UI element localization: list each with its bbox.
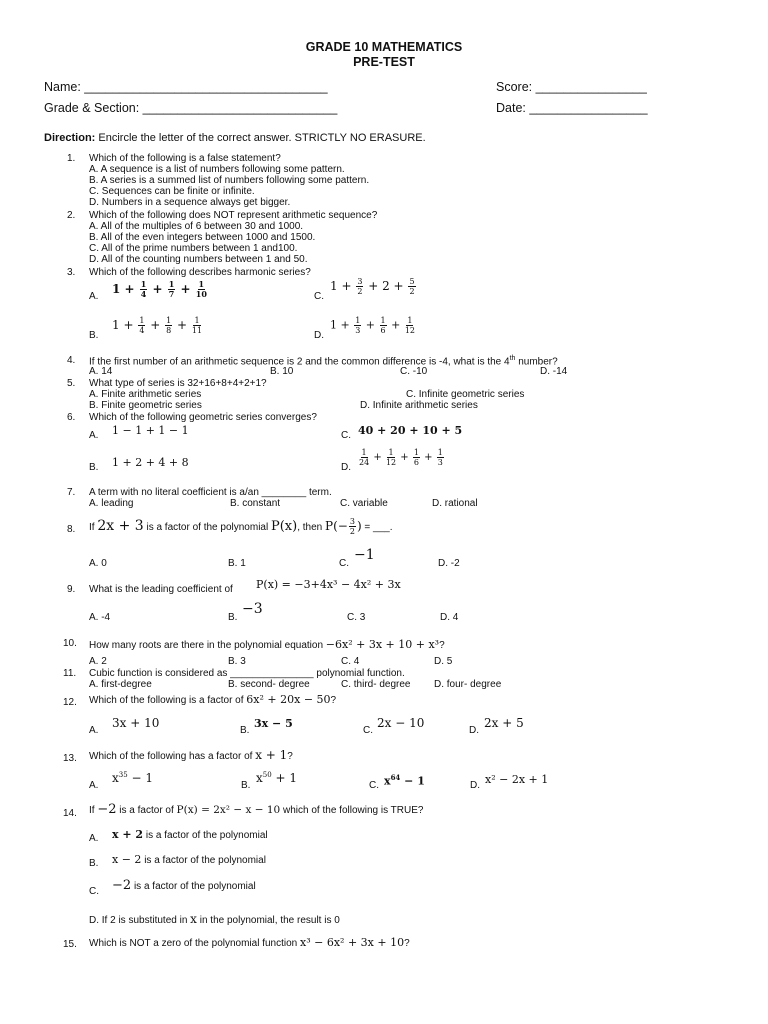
q14-a-expr: x + 2	[112, 828, 144, 841]
q13-number: 13.	[63, 753, 77, 764]
direction-text: Encircle the letter of the correct answer. STRICTLY NO ERASURE.	[95, 132, 426, 144]
q9-stem: What is the leading coefficient of	[89, 584, 233, 595]
q14-c-expr: −2	[112, 878, 132, 893]
q14-expr2: P(x) = 2x² − x − 10	[176, 804, 281, 816]
q6-option-b[interactable]: B.	[89, 462, 99, 473]
q9-option-b[interactable]: B.	[228, 612, 238, 623]
q14-d-text-b: in the polynomial, the result is 0	[196, 915, 340, 926]
q14-b-text: is a factor of the polynomial	[141, 855, 266, 866]
q9-option-a[interactable]: A. -4	[89, 612, 111, 623]
subtitle: PRE-TEST	[353, 55, 415, 69]
q13-option-c-expr	[384, 773, 425, 788]
q9-option-b-expr: −3	[242, 601, 263, 617]
q4-stem-end: number?	[515, 356, 558, 368]
q5-option-b[interactable]: B. Finite geometric series	[89, 400, 202, 411]
q10-number: 10.	[63, 638, 77, 649]
q11-option-d[interactable]: D. four- degree	[434, 679, 502, 690]
q13-stem-text: Which of the following has a factor of	[89, 751, 256, 762]
q13-stem	[89, 745, 293, 767]
q12-option-b[interactable]: B.	[240, 725, 250, 736]
q6-option-a-expr: 1 − 1 + 1 − 1	[112, 424, 189, 437]
q14-c-text: is a factor of the polynomial	[131, 881, 256, 892]
q1-option-d[interactable]: D. Numbers in a sequence always get bigger.	[89, 197, 291, 208]
q14-d-expr: x	[190, 912, 197, 926]
q13-option-a-expr	[112, 771, 153, 785]
q6-stem: Which of the following geometric series converges?	[89, 412, 317, 423]
q14-option-b[interactable]: B.	[89, 858, 99, 869]
q12-expr: 6x² + 20x − 50	[246, 693, 331, 706]
q8-stem-c: , then	[297, 522, 326, 533]
q15-number: 15.	[63, 939, 77, 950]
q1-stem: Which of the following is a false statement?	[89, 153, 281, 164]
q8-option-c[interactable]: C.	[339, 558, 349, 569]
q3-option-d-expr: 1 + $\frac{1}{3}$ + $\frac{1}{6}$ + $\frac{1}{12}$	[330, 316, 416, 335]
q11-option-b[interactable]: B. second- degree	[228, 679, 310, 690]
title: GRADE 10 MATHEMATICS	[305, 40, 463, 54]
q11-option-c[interactable]: C. third- degree	[341, 679, 411, 690]
q9-number: 9.	[67, 584, 76, 595]
q13-option-b-expr	[256, 771, 297, 785]
q13-c-base: x	[384, 774, 391, 788]
q15-expr: x³ − 6x² + 3x + 10	[300, 936, 405, 949]
q2-option-a[interactable]: A. All of the multiples of 6 between 30 and 1000.	[89, 221, 304, 232]
q12-option-d-expr: 2x + 5	[484, 716, 524, 730]
q7-option-b[interactable]: B. constant	[230, 498, 281, 509]
q4-stem-sup: th	[509, 355, 516, 362]
q2-option-b[interactable]: B. All of the even integers between 1000 and 1500.	[89, 232, 316, 243]
q13-a-sup: 35	[118, 771, 128, 779]
q12-option-a-expr: 3x + 10	[112, 716, 160, 730]
q6-option-a[interactable]: A.	[89, 430, 99, 441]
q4-stem	[89, 355, 558, 367]
q8-option-c-expr: −1	[354, 547, 375, 563]
q6-number: 6.	[67, 412, 76, 423]
q12-option-d[interactable]: D.	[469, 725, 479, 736]
q9-option-d[interactable]: D. 4	[440, 612, 459, 623]
q12-option-a[interactable]: A.	[89, 725, 99, 736]
q4-number: 4.	[67, 355, 76, 366]
q4-stem-text: If the first number of an arithmetic sequence is 2 and the common difference is -4, what is the 4	[89, 356, 510, 368]
q3-option-c-expr: 1 + $\frac{3}{2}$ + 2 + $\frac{5}{2}$	[330, 277, 415, 296]
score-field[interactable]: Score: ________________	[496, 80, 647, 94]
q2-stem: Which of the following does NOT represent arithmetic sequence?	[89, 210, 378, 221]
q10-expr: −6x² + 3x + 10 + x³	[325, 638, 440, 651]
q7-option-d[interactable]: D. rational	[432, 498, 478, 509]
q14-expr1: −2	[97, 802, 117, 817]
q14-option-c-line	[112, 876, 256, 897]
q9-option-c[interactable]: C. 3	[347, 612, 366, 623]
q13-a-tail: − 1	[127, 771, 154, 785]
q1-option-c[interactable]: C. Sequences can be finite or infinite.	[89, 186, 255, 197]
q4-option-d[interactable]: D. -14	[540, 366, 568, 377]
q8-stem	[89, 513, 392, 541]
q3-option-b-expr: 1 + $\frac{1}{4}$ + $\frac{1}{8}$ + $\frac{1}{11}$	[112, 316, 203, 335]
q6-option-b-expr: 1 + 2 + 4 + 8	[112, 456, 189, 469]
q14-option-b-line	[112, 851, 266, 870]
q14-option-d[interactable]	[89, 910, 340, 930]
q14-a-text: is a factor of the polynomial	[143, 830, 268, 841]
q6-option-c-expr: 40 + 20 + 10 + 5	[358, 424, 463, 437]
q13-b-sup: 50	[262, 771, 272, 779]
q5-option-d[interactable]: D. Infinite arithmetic series	[360, 400, 478, 411]
q12-option-c[interactable]: C.	[363, 725, 373, 736]
q14-option-c[interactable]: C.	[89, 886, 99, 897]
q14-d-text-a: D. If 2 is substituted in	[89, 915, 191, 926]
q12-option-c-expr: 2x − 10	[377, 716, 425, 730]
q2-number: 2.	[67, 210, 76, 221]
q3-option-a[interactable]: A.	[89, 291, 99, 302]
grade-section-field[interactable]: Grade & Section: ____________________________	[44, 101, 338, 115]
q8-option-d[interactable]: D. -2	[438, 558, 460, 569]
q1-option-a[interactable]: A. A sequence is a list of numbers following some pattern.	[89, 164, 345, 175]
q15-stem-text: Which is NOT a zero of the polynomial function	[89, 938, 301, 949]
q13-b-tail: + 1	[271, 771, 298, 785]
q14-number: 14.	[63, 808, 77, 819]
q9-expr: P(x) = −3+4x³ − 4x² + 3x	[256, 578, 401, 591]
q7-option-c[interactable]: C. variable	[340, 498, 388, 509]
q6-option-d-expr: $\frac{1}{24}$ + $\frac{1}{12}$ + $\frac{1}{6}$ + $\frac{1}{3}$	[359, 448, 443, 467]
q13-stem-end: ?	[287, 751, 293, 762]
q11-number: 11.	[63, 668, 77, 679]
q3-option-a-expr: 1 + $\frac{1}{4}$ + $\frac{1}{7}$ + $\frac{1}{10}$	[112, 279, 207, 299]
q12-stem	[89, 690, 336, 711]
q8-expr2: P(x)	[270, 519, 298, 534]
q13-a-base: x	[112, 771, 119, 785]
q1-option-b[interactable]: B. A series is a summed list of numbers following some pattern.	[89, 175, 370, 186]
q4-option-c[interactable]: C. -10	[400, 366, 428, 377]
q3-number: 3.	[67, 267, 76, 278]
q13-option-a[interactable]: A.	[89, 780, 99, 791]
q6-option-c[interactable]: C.	[341, 430, 351, 441]
q13-option-d-expr: x² − 2x + 1	[485, 773, 549, 786]
q3-stem: Which of the following describes harmonic series?	[89, 267, 311, 278]
q10-stem	[89, 638, 445, 651]
q1-number: 1.	[67, 153, 76, 164]
q13-c-tail: − 1	[400, 774, 425, 788]
q15-stem-end: ?	[404, 938, 410, 949]
q4-option-b[interactable]: B. 10	[270, 366, 294, 377]
q14-stem-a: If	[89, 805, 98, 816]
q14-option-a[interactable]: A.	[89, 833, 99, 844]
q13-b-base: x	[256, 771, 263, 785]
q13-c-sup: 64	[390, 773, 401, 782]
q14-stem-c: which of the following is TRUE?	[280, 805, 424, 816]
q8-stem-a: If	[89, 522, 98, 533]
q10-option-d[interactable]: D. 5	[434, 656, 453, 667]
q6-option-d[interactable]: D.	[341, 462, 351, 473]
q8-expr1: 2x + 3	[97, 518, 144, 534]
q12-number: 12.	[63, 697, 77, 708]
q14-stem	[89, 799, 423, 822]
direction-label: Direction:	[44, 132, 96, 144]
q10-stem-text: How many roots are there in the polynomial equation	[89, 640, 326, 651]
q8-number: 8.	[67, 524, 76, 535]
q8-expr3: P(− $\frac{3}{2}$ )	[325, 517, 362, 536]
q14-option-a-line	[112, 826, 268, 845]
q3-option-b[interactable]: B.	[89, 330, 99, 341]
q8-option-b[interactable]: B. 1	[228, 558, 246, 569]
q10-stem-end: ?	[439, 640, 445, 651]
q14-stem-b: is a factor of	[116, 805, 177, 816]
q14-b-expr: x − 2	[112, 853, 142, 866]
q12-stem-text: Which of the following is a factor of	[89, 695, 247, 706]
q4-option-a[interactable]: A. 14	[89, 366, 113, 377]
q10-option-c[interactable]: C. 4	[341, 656, 360, 667]
name-field[interactable]: Name: ___________________________________	[44, 80, 328, 94]
q8-stem-b: is a factor of the polynomial	[143, 522, 271, 533]
q13-option-c[interactable]: C.	[369, 780, 379, 791]
q5-number: 5.	[67, 378, 76, 389]
q10-option-b[interactable]: B. 3	[228, 656, 246, 667]
q7-option-a[interactable]: A. leading	[89, 498, 134, 509]
q3-option-c[interactable]: C.	[314, 291, 324, 302]
q7-stem: A term with no literal coefficient is a/an ________ term.	[89, 487, 332, 498]
q8-stem-d: = ___.	[361, 522, 393, 533]
q13-option-d[interactable]: D.	[470, 780, 480, 791]
q5-option-a[interactable]: A. Finite arithmetic series	[89, 389, 202, 400]
q13-option-b[interactable]: B.	[241, 780, 251, 791]
q5-option-c[interactable]: C. Infinite geometric series	[406, 389, 525, 400]
direction	[44, 132, 426, 144]
q8-option-a[interactable]: A. 0	[89, 558, 107, 569]
q2-option-c[interactable]: C. All of the prime numbers between 1 and100.	[89, 243, 298, 254]
q3-option-d[interactable]: D.	[314, 330, 324, 341]
q13-expr: x + 1	[255, 748, 288, 762]
q15-stem	[89, 933, 410, 954]
q2-option-d[interactable]: D. All of the counting numbers between 1 and 50.	[89, 254, 308, 265]
date-field[interactable]: Date: _________________	[496, 101, 648, 115]
q11-option-a[interactable]: A. first-degree	[89, 679, 152, 690]
q7-number: 7.	[67, 487, 76, 498]
q5-stem: What type of series is 32+16+8+4+2+1?	[89, 378, 267, 389]
q10-option-a[interactable]: A. 2	[89, 656, 107, 667]
q12-option-b-expr: 3x − 5	[254, 717, 293, 730]
q11-stem: Cubic function is considered as _______________ polynomial function.	[89, 668, 405, 679]
q12-stem-end: ?	[330, 695, 337, 706]
